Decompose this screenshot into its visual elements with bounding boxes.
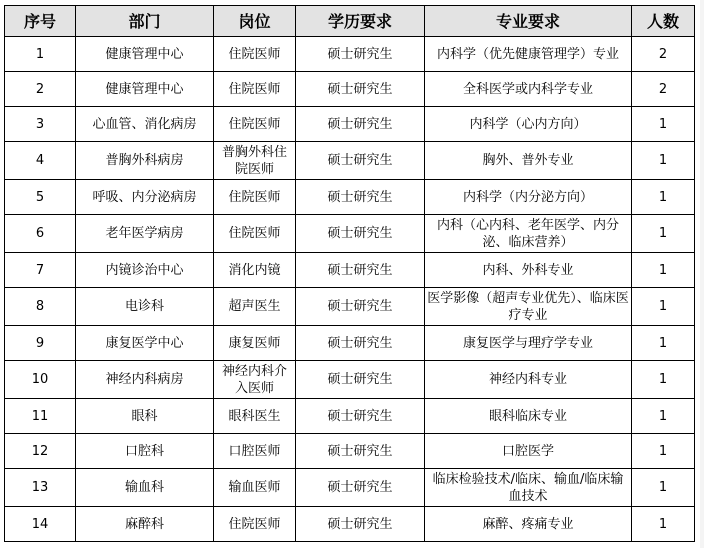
cell-index[interactable]: 7 xyxy=(5,253,76,288)
cell-position[interactable]: 超声医生 xyxy=(214,288,296,326)
cell-index[interactable]: 12 xyxy=(5,434,76,469)
header-row xyxy=(5,6,695,37)
cell-position[interactable]: 住院医师 xyxy=(214,37,296,72)
table-row xyxy=(5,37,695,72)
cell-department[interactable]: 普胸外科病房 xyxy=(76,142,214,180)
cell-education[interactable]: 硕士研究生 xyxy=(296,361,425,399)
cell-department[interactable]: 健康管理中心 xyxy=(76,72,214,107)
cell-position[interactable]: 康复医师 xyxy=(214,326,296,361)
recruitment-table xyxy=(4,5,695,542)
table-row xyxy=(5,288,695,326)
cell-position[interactable]: 住院医师 xyxy=(214,180,296,215)
cell-index[interactable]: 8 xyxy=(5,288,76,326)
cell-department[interactable]: 健康管理中心 xyxy=(76,37,214,72)
cell-education[interactable]: 硕士研究生 xyxy=(296,253,425,288)
cell-index[interactable]: 9 xyxy=(5,326,76,361)
cell-position[interactable]: 住院医师 xyxy=(214,215,296,253)
cell-major[interactable]: 内科（心内科、老年医学、内分泌、临床营养） xyxy=(425,215,632,253)
cell-education[interactable]: 硕士研究生 xyxy=(296,507,425,542)
cell-index[interactable]: 14 xyxy=(5,507,76,542)
cell-count[interactable]: 1 xyxy=(632,507,695,542)
header-department[interactable]: 部门 xyxy=(76,6,214,37)
cell-count[interactable]: 1 xyxy=(632,361,695,399)
cell-major[interactable]: 内科、外科专业 xyxy=(425,253,632,288)
cell-department[interactable]: 呼吸、内分泌病房 xyxy=(76,180,214,215)
cell-major[interactable]: 麻醉、疼痛专业 xyxy=(425,507,632,542)
cell-department[interactable]: 电诊科 xyxy=(76,288,214,326)
cell-major[interactable]: 临床检验技术/临床、输血/临床输血技术 xyxy=(425,469,632,507)
cell-index[interactable]: 3 xyxy=(5,107,76,142)
cell-index[interactable]: 5 xyxy=(5,180,76,215)
cell-count[interactable]: 2 xyxy=(632,37,695,72)
cell-major[interactable]: 神经内科专业 xyxy=(425,361,632,399)
header-position[interactable]: 岗位 xyxy=(214,6,296,37)
cell-count[interactable]: 2 xyxy=(632,72,695,107)
table-body xyxy=(5,37,695,542)
cell-count[interactable]: 1 xyxy=(632,215,695,253)
cell-major[interactable]: 口腔医学 xyxy=(425,434,632,469)
cell-position[interactable]: 普胸外科住院医师 xyxy=(214,142,296,180)
table-row xyxy=(5,253,695,288)
cell-department[interactable]: 老年医学病房 xyxy=(76,215,214,253)
table-row xyxy=(5,469,695,507)
cell-major[interactable]: 胸外、普外专业 xyxy=(425,142,632,180)
cell-position[interactable]: 消化内镜 xyxy=(214,253,296,288)
cell-position[interactable]: 口腔医师 xyxy=(214,434,296,469)
cell-position[interactable]: 眼科医生 xyxy=(214,399,296,434)
cell-major[interactable]: 内科学（优先健康管理学）专业 xyxy=(425,37,632,72)
cell-index[interactable]: 2 xyxy=(5,72,76,107)
cell-education[interactable]: 硕士研究生 xyxy=(296,399,425,434)
table-row xyxy=(5,180,695,215)
cell-count[interactable]: 1 xyxy=(632,326,695,361)
table-row xyxy=(5,326,695,361)
cell-education[interactable]: 硕士研究生 xyxy=(296,37,425,72)
cell-index[interactable]: 11 xyxy=(5,399,76,434)
cell-position[interactable]: 神经内科介入医师 xyxy=(214,361,296,399)
header-index[interactable]: 序号 xyxy=(5,6,76,37)
cell-department[interactable]: 麻醉科 xyxy=(76,507,214,542)
cell-count[interactable]: 1 xyxy=(632,399,695,434)
table-row xyxy=(5,215,695,253)
cell-education[interactable]: 硕士研究生 xyxy=(296,288,425,326)
cell-education[interactable]: 硕士研究生 xyxy=(296,326,425,361)
cell-department[interactable]: 内镜诊治中心 xyxy=(76,253,214,288)
table-row xyxy=(5,361,695,399)
cell-count[interactable]: 1 xyxy=(632,180,695,215)
cell-count[interactable]: 1 xyxy=(632,288,695,326)
cell-position[interactable]: 住院医师 xyxy=(214,107,296,142)
cell-major[interactable]: 康复医学与理疗学专业 xyxy=(425,326,632,361)
cell-education[interactable]: 硕士研究生 xyxy=(296,107,425,142)
cell-major[interactable]: 眼科临床专业 xyxy=(425,399,632,434)
cell-department[interactable]: 神经内科病房 xyxy=(76,361,214,399)
cell-position[interactable]: 住院医师 xyxy=(214,72,296,107)
table-row xyxy=(5,399,695,434)
cell-major[interactable]: 内科学（心内方向） xyxy=(425,107,632,142)
cell-major[interactable]: 全科医学或内科学专业 xyxy=(425,72,632,107)
cell-department[interactable]: 口腔科 xyxy=(76,434,214,469)
cell-count[interactable]: 1 xyxy=(632,253,695,288)
cell-major[interactable]: 医学影像（超声专业优先）、临床医疗专业 xyxy=(425,288,632,326)
cell-position[interactable]: 输血医师 xyxy=(214,469,296,507)
cell-index[interactable]: 10 xyxy=(5,361,76,399)
right-edge xyxy=(700,0,704,548)
cell-department[interactable]: 心血管、消化病房 xyxy=(76,107,214,142)
cell-department[interactable]: 眼科 xyxy=(76,399,214,434)
cell-department[interactable]: 输血科 xyxy=(76,469,214,507)
table-row xyxy=(5,507,695,542)
header-education[interactable]: 学历要求 xyxy=(296,6,425,37)
header-count[interactable]: 人数 xyxy=(632,6,695,37)
cell-major[interactable]: 内科学（内分泌方向） xyxy=(425,180,632,215)
table-row xyxy=(5,72,695,107)
cell-count[interactable]: 1 xyxy=(632,469,695,507)
header-major[interactable]: 专业要求 xyxy=(425,6,632,37)
cell-count[interactable]: 1 xyxy=(632,142,695,180)
cell-education[interactable]: 硕士研究生 xyxy=(296,72,425,107)
cell-index[interactable]: 6 xyxy=(5,215,76,253)
cell-count[interactable]: 1 xyxy=(632,434,695,469)
cell-education[interactable]: 硕士研究生 xyxy=(296,215,425,253)
cell-education[interactable]: 硕士研究生 xyxy=(296,469,425,507)
cell-position[interactable]: 住院医师 xyxy=(214,507,296,542)
table-row xyxy=(5,434,695,469)
cell-index[interactable]: 13 xyxy=(5,469,76,507)
cell-count[interactable]: 1 xyxy=(632,107,695,142)
table-row xyxy=(5,142,695,180)
cell-index[interactable]: 4 xyxy=(5,142,76,180)
cell-index[interactable]: 1 xyxy=(5,37,76,72)
table-row xyxy=(5,107,695,142)
cell-education[interactable]: 硕士研究生 xyxy=(296,142,425,180)
cell-department[interactable]: 康复医学中心 xyxy=(76,326,214,361)
cell-education[interactable]: 硕士研究生 xyxy=(296,180,425,215)
cell-education[interactable]: 硕士研究生 xyxy=(296,434,425,469)
